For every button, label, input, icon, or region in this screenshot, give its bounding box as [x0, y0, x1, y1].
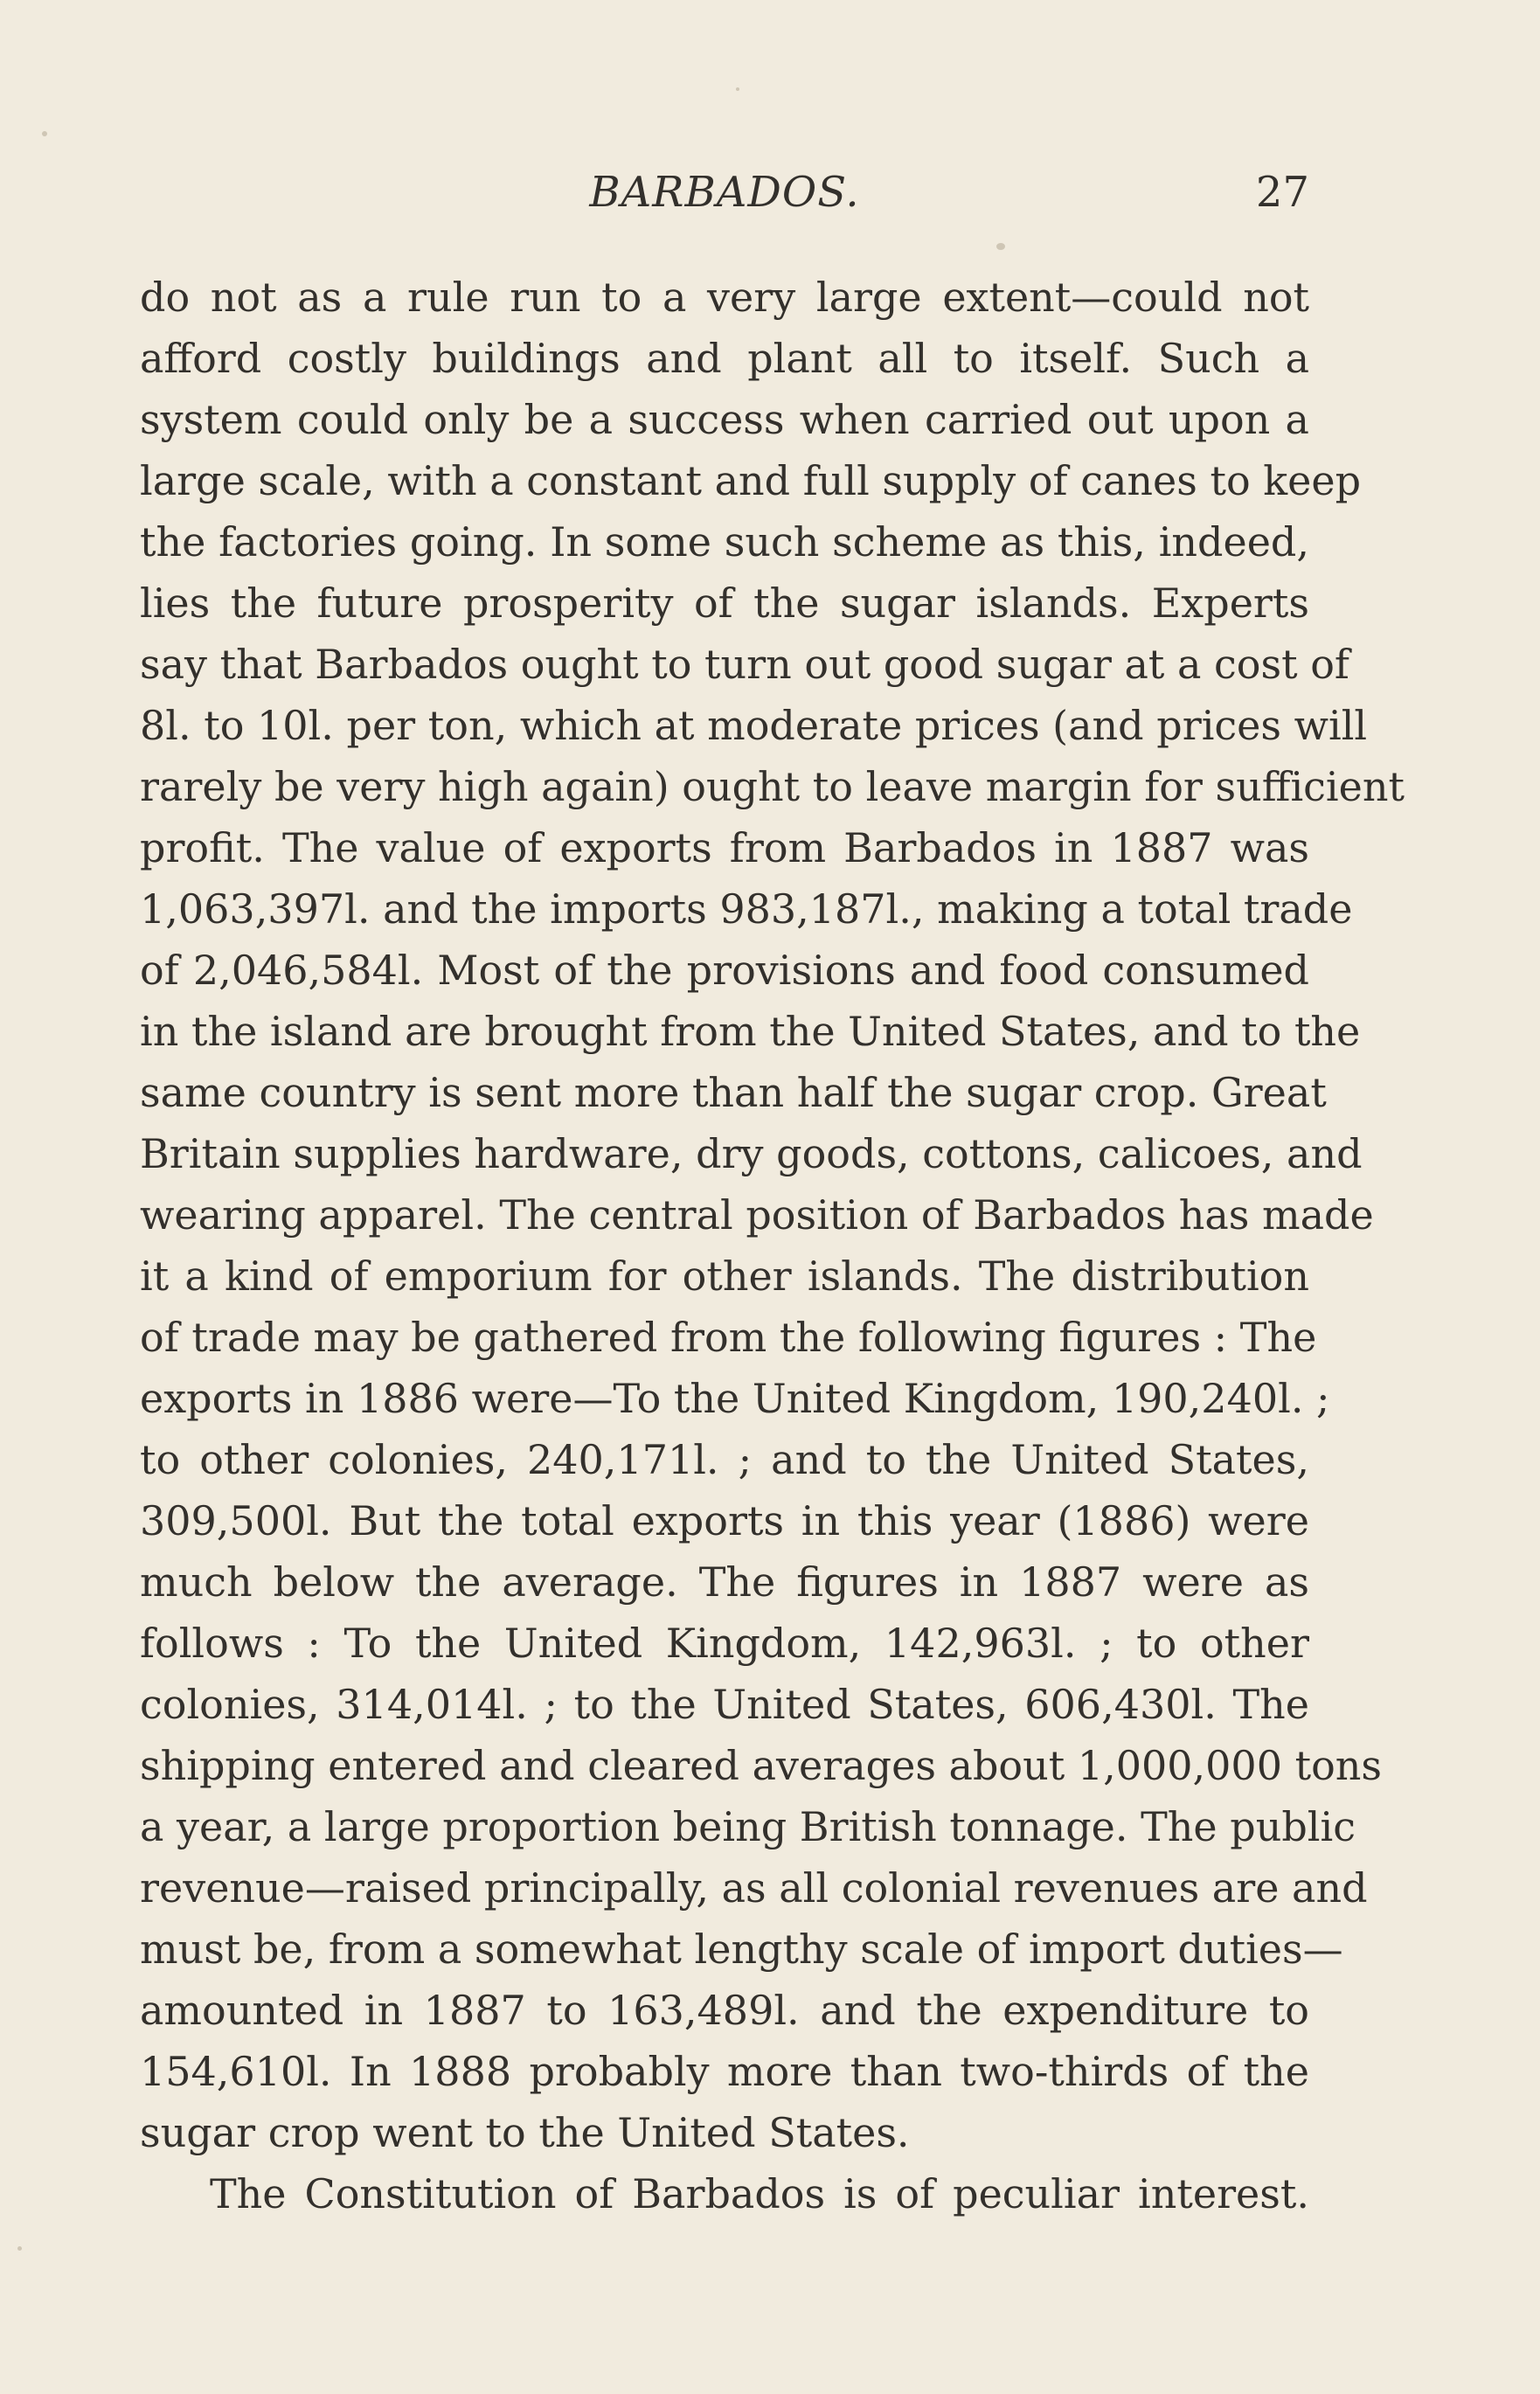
text-line: follows : To the United Kingdom, 142,963l. ; to other [140, 1620, 1309, 1667]
text-line: 154,610l. In 1888 probably more than two-thirds of the [140, 2048, 1309, 2095]
running-title: BARBADOS. [589, 168, 860, 217]
text-line: rarely be very high again) ought to leave margin for sufficient [140, 763, 1405, 810]
text-line: it a kind of emporium for other islands. The distribution [140, 1253, 1309, 1300]
page-number: 27 [1255, 168, 1309, 217]
text-line: much below the average. The figures in 1887 were as [140, 1558, 1309, 1606]
body-text [140, 267, 1405, 2224]
text-line: lies the future prosperity of the sugar islands. Experts [140, 579, 1309, 627]
paper-speck [736, 87, 739, 91]
text-line: do not as a rule run to a very large extent—could not [140, 274, 1309, 321]
page-header [140, 157, 1309, 227]
text-line: shipping entered and cleared averages about 1,000,000 tons [140, 1742, 1382, 1789]
text-line: afford costly buildings and plant all to itself. Such a [140, 335, 1309, 382]
text-line: colonies, 314,014l. ; to the United States, 606,430l. The [140, 1681, 1309, 1728]
text-line: revenue—raised principally, as all colonial revenues are and [140, 1864, 1368, 1912]
text-line: amounted in 1887 to 163,489l. and the expenditure to [140, 1987, 1309, 2034]
text-line: of trade may be gathered from the following figures : The [140, 1314, 1317, 1361]
paragraph-start-line: The Constitution of Barbados is of peculiar interest. [210, 2170, 1309, 2217]
text-line: to other colonies, 240,171l. ; and to the United States, [140, 1436, 1309, 1483]
text-line: of 2,046,584l. Most of the provisions and food consumed [140, 947, 1309, 994]
text-line: Britain supplies hardware, dry goods, cottons, calicoes, and [140, 1130, 1363, 1177]
text-line: wearing apparel. The central position of Barbados has made [140, 1191, 1374, 1239]
paper-speck [996, 243, 1005, 250]
text-line: in the island are brought from the United States, and to the [140, 1008, 1361, 1055]
paper-speck [17, 2246, 22, 2251]
text-line: 1,063,397l. and the imports 983,187l., making a total trade [140, 885, 1353, 933]
text-line: profit. The value of exports from Barbados in 1887 was [140, 824, 1309, 871]
text-line: a year, a large proportion being British tonnage. The public [140, 1803, 1356, 1850]
paper-speck [42, 131, 47, 136]
text-line: 8l. to 10l. per ton, which at moderate prices (and prices will [140, 702, 1368, 749]
text-line: large scale, with a constant and full supply of canes to keep [140, 457, 1362, 504]
text-line: the factories going. In some such scheme as this, indeed, [140, 518, 1309, 566]
text-line: same country is sent more than half the sugar crop. Great [140, 1069, 1327, 1116]
text-line: must be, from a somewhat lengthy scale of import duties— [140, 1926, 1343, 1973]
text-line: exports in 1886 were—To the United Kingdom, 190,240l. ; [140, 1375, 1330, 1422]
text-line: say that Barbados ought to turn out good sugar at a cost of [140, 641, 1349, 688]
paragraph-end-line: sugar crop went to the United States. [140, 2109, 910, 2156]
text-line: system could only be a success when carried out upon a [140, 396, 1309, 443]
text-line: 309,500l. But the total exports in this year (1886) were [140, 1497, 1309, 1544]
